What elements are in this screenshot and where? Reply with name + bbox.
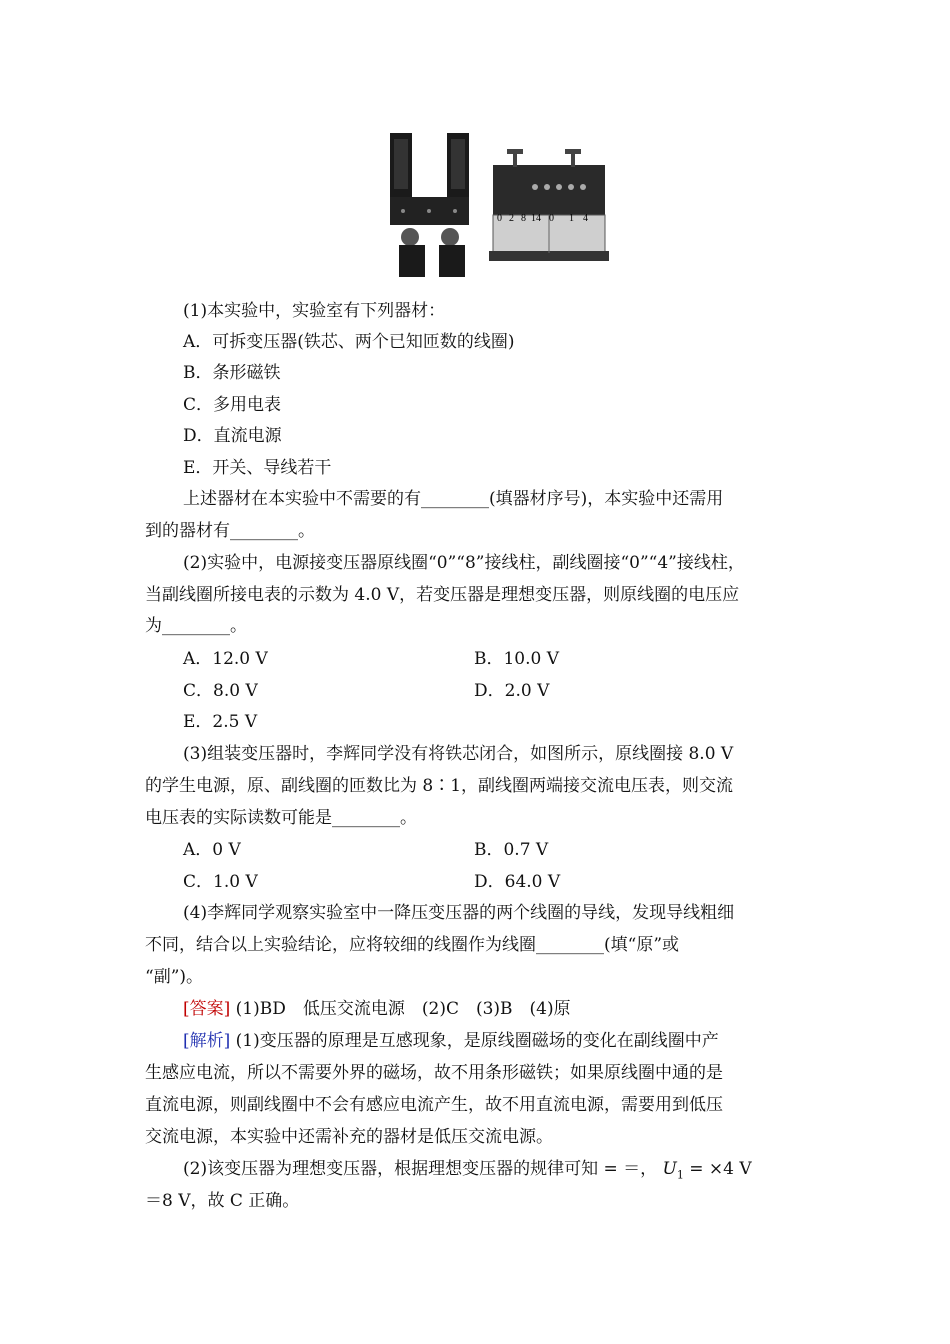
- q1-option-a: A．可拆变压器(铁芯、两个已知匝数的线圈): [183, 332, 515, 352]
- q3-line2: 的学生电源，原、副线圈的匝数比为 8∶1，副线圈两端接交流电压表，则交流: [145, 776, 734, 796]
- q1-option-d: D．直流电源: [183, 426, 282, 446]
- q2-option-e: E．2.5 V: [183, 712, 258, 732]
- analysis-line5: [183, 1158, 752, 1186]
- terminal-label: 0: [549, 213, 554, 224]
- analysis-line1: [183, 1030, 719, 1052]
- q4-line2: 不同，结合以上实验结论，应将较细的线圈作为线圈________(填“原”或: [145, 935, 680, 955]
- analysis-line5-text: (2)该变压器为理想变压器，根据理想变压器的规律可知 = ＝，: [183, 1159, 663, 1179]
- q2-line1: (2)实验中，电源接变压器原线圈“0”“8”接线柱，副线圈接“0”“4”接线柱，: [183, 553, 745, 573]
- q2-option-b: B．10.0 V: [474, 649, 560, 669]
- q2-option-a: A．12.0 V: [183, 649, 268, 669]
- q1-intro: (1)本实验中，实验室有下列器材：: [183, 301, 446, 321]
- terminal-label: 2: [509, 213, 514, 224]
- q4-line1: (4)李辉同学观察实验室中一降压变压器的两个线圈的导线，发现导线粗细: [183, 903, 735, 923]
- terminal-label: 1: [569, 213, 574, 224]
- voltage-subscript: 1: [676, 1168, 684, 1182]
- q3-option-c: C．1.0 V: [183, 872, 258, 892]
- q3-line1: (3)组装变压器时，李辉同学没有将铁芯闭合，如图所示，原线圈接 8.0 V: [183, 744, 734, 764]
- analysis-text-1: (1)变压器的原理是互感现象，是原线圈磁场的变化在副线圈中产: [230, 1031, 719, 1051]
- terminal-label: 0: [497, 213, 502, 224]
- q1-option-e: E．开关、导线若干: [183, 458, 332, 478]
- q1-question-line2: 到的器材有________。: [145, 521, 315, 541]
- q1-question-line1: 上述器材在本实验中不需要的有________(填器材序号)，本实验中还需用: [183, 489, 724, 509]
- analysis-tag: [解析]: [183, 1031, 231, 1051]
- q1-option-b: B．条形磁铁: [183, 363, 281, 383]
- q2-option-c: C．8.0 V: [183, 681, 258, 701]
- transformer-figure: [385, 125, 615, 285]
- q4-line3: “副”)。: [145, 967, 204, 987]
- terminal-label: 8: [521, 213, 526, 224]
- q2-option-d: D．2.0 V: [474, 681, 550, 701]
- q2-line3: 为________。: [145, 616, 247, 636]
- q3-option-d: D．64.0 V: [474, 872, 561, 892]
- analysis-line3: 直流电源，则副线圈中不会有感应电流产生，故不用直流电源，需要用到低压: [145, 1095, 723, 1115]
- q3-line3: 电压表的实际读数可能是________。: [145, 808, 417, 828]
- answer-line: [183, 998, 571, 1020]
- q1-option-c: C．多用电表: [183, 395, 282, 415]
- u-core: [390, 133, 469, 225]
- analysis-line6: ＝8 V，故 C 正确。: [145, 1191, 300, 1211]
- q3-option-a: A．0 V: [183, 840, 241, 860]
- analysis-line5-tail: = ×4 V: [683, 1159, 752, 1179]
- clamps: [399, 228, 465, 277]
- terminal-label: 4: [583, 213, 588, 224]
- answer-text: (1)BD 低压交流电源 (2)C (3)B (4)原: [230, 999, 571, 1019]
- answer-tag: [答案]: [183, 999, 231, 1019]
- analysis-line4: 交流电源，本实验中还需补充的器材是低压交流电源。: [145, 1127, 553, 1147]
- analysis-line2: 生感应电流，所以不需要外界的磁场，故不用条形磁铁；如果原线圈中通的是: [145, 1063, 723, 1083]
- voltage-symbol: U: [662, 1159, 677, 1179]
- coil-assembly: [489, 149, 609, 261]
- q2-line2: 当副线圈所接电表的示数为 4.0 V，若变压器是理想变压器，则原线圈的电压应: [145, 585, 740, 605]
- q3-option-b: B．0.7 V: [474, 840, 549, 860]
- terminal-label: 14: [531, 213, 541, 224]
